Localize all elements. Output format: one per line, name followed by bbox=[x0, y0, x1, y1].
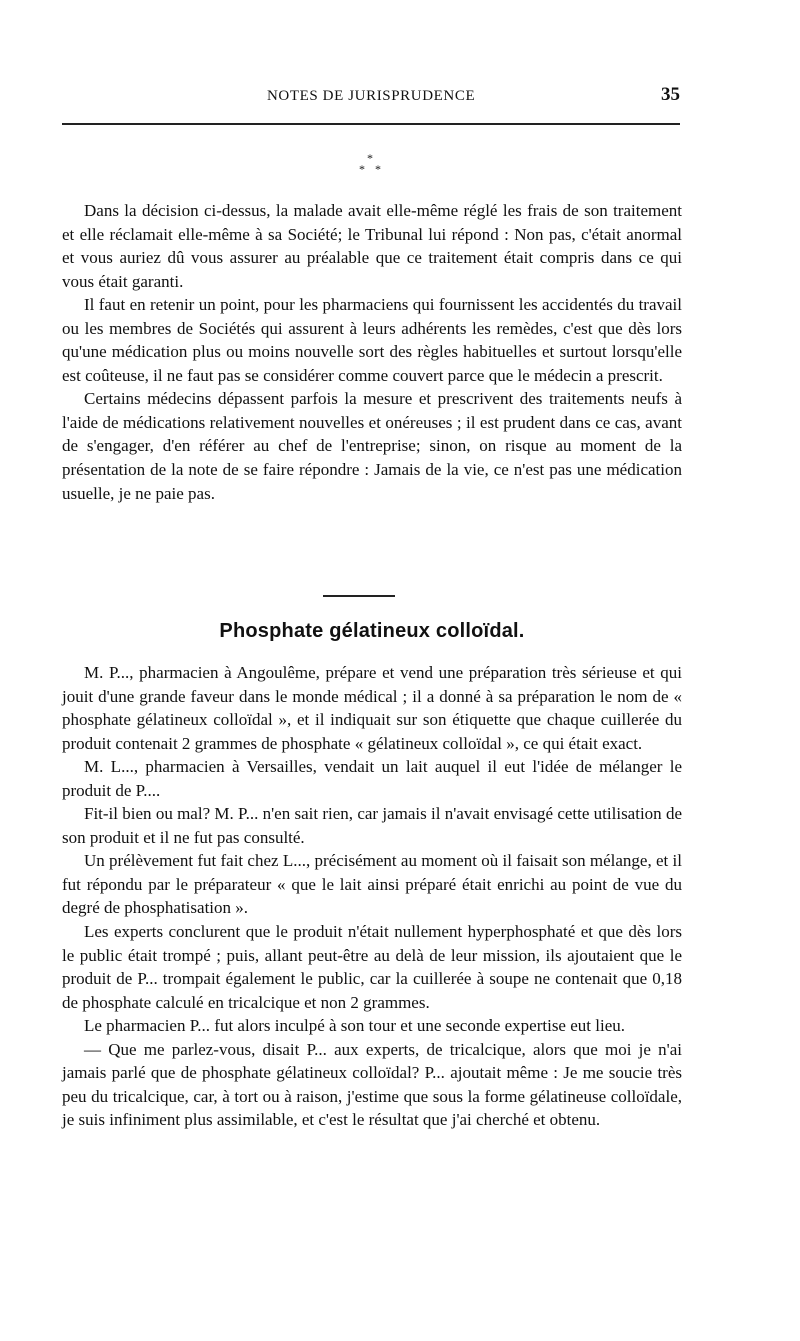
paragraph: M. P..., pharmacien à Angoulême, prépare et vend une préparation très sérieuse et qui jouit d'une grande faveur dans le monde médical ; il a donné à sa préparation le nom de « phosphate gélatineux colloïdal », et il indiquait sur son étiquette que chaque cuillerée du produit contenait 2 grammes de phosphate « gélatineux colloïdal », ce qui était exact. bbox=[62, 663, 682, 753]
section-phosphate-case bbox=[62, 661, 682, 1132]
running-title: NOTES DE JURISPRUDENCE bbox=[267, 88, 476, 104]
paragraph: M. L..., pharmacien à Versailles, vendait un lait auquel il eut l'idée de mélanger le produit de P.... bbox=[62, 757, 682, 800]
asterism-star: * bbox=[359, 162, 365, 176]
section-divider bbox=[323, 595, 395, 597]
paragraph: Les experts conclurent que le produit n'était nullement hyperphosphaté et que dès lors le public était trompé ; puis, allant peut-être au delà de leur mission, ils ajoutaient que le produit de P... trompait également le public, car la cuillerée à soupe ne contenait que 0,18 de phosphate calculé en tricalcique et non 2 grammes. bbox=[62, 922, 682, 1012]
section-ruling-commentary bbox=[62, 199, 682, 505]
asterism-star: * bbox=[375, 162, 381, 176]
paragraph: — Que me parlez-vous, disait P... aux experts, de tricalcique, alors que moi je n'ai jamais parlé que de phosphate gélatineux colloïdal? P... ajoutait même : Je me soucie très peu du tricalcique, car, à tort ou à raison, j'estime que sous la forme gélatineuse colloïdale, je suis infiniment plus assimilable, et c'est le résultat que j'ai cherché et obtenu. bbox=[62, 1039, 682, 1130]
paragraph: Fit-il bien ou mal? M. P... n'en sait rien, car jamais il n'avait envisagé cette utilisation de son produit et il ne fut pas consulté. bbox=[62, 804, 682, 847]
section-heading: Phosphate gélatineux colloïdal. bbox=[219, 620, 525, 642]
paragraph: Un prélèvement fut fait chez L..., précisément au moment où il faisait son mélange, et il fut répondu par le préparateur « que le lait ainsi préparé était enrichi au point de vue du degré de phosphatisation ». bbox=[62, 851, 682, 918]
page-number: 35 bbox=[661, 84, 680, 105]
header-rule bbox=[62, 123, 680, 125]
asterism bbox=[354, 152, 390, 182]
paragraph: Dans la décision ci-dessus, la malade avait elle-même réglé les frais de son traitement et elle réclamait elle-même à sa Société; le Tribunal lui répond : Non pas, c'était anormal et vous auriez dû vous assurer au préalable que ce traitement était compris dans ce qui vous était garanti. bbox=[62, 201, 682, 291]
running-header bbox=[62, 84, 680, 114]
paragraph: Il faut en retenir un point, pour les pharmaciens qui fournissent les accidentés du travail ou les membres de Sociétés qui assurent à leurs adhérents les remèdes, c'est que dès lors qu'une médication plus ou moins nouvelle sort des règles habituelles et surtout lorsqu'elle est coûteuse, il ne faut pas se considérer comme couvert parce que le médecin a prescrit. bbox=[62, 295, 682, 385]
paragraph: Le pharmacien P... fut alors inculpé à son tour et une seconde expertise eut lieu. bbox=[84, 1016, 625, 1036]
asterism-star: * bbox=[367, 151, 373, 165]
paragraph: Certains médecins dépassent parfois la mesure et prescrivent des traitements neufs à l'aide de médications relativement nouvelles et onéreuses ; il est prudent dans ce cas, avant de s'engager, d'en référer au chef de l'entreprise; sinon, on risque au moment de la présentation de la note de se faire répondre : Jamais de la vie, ce n'est pas une médication usuelle, je ne paie pas. bbox=[62, 389, 682, 503]
